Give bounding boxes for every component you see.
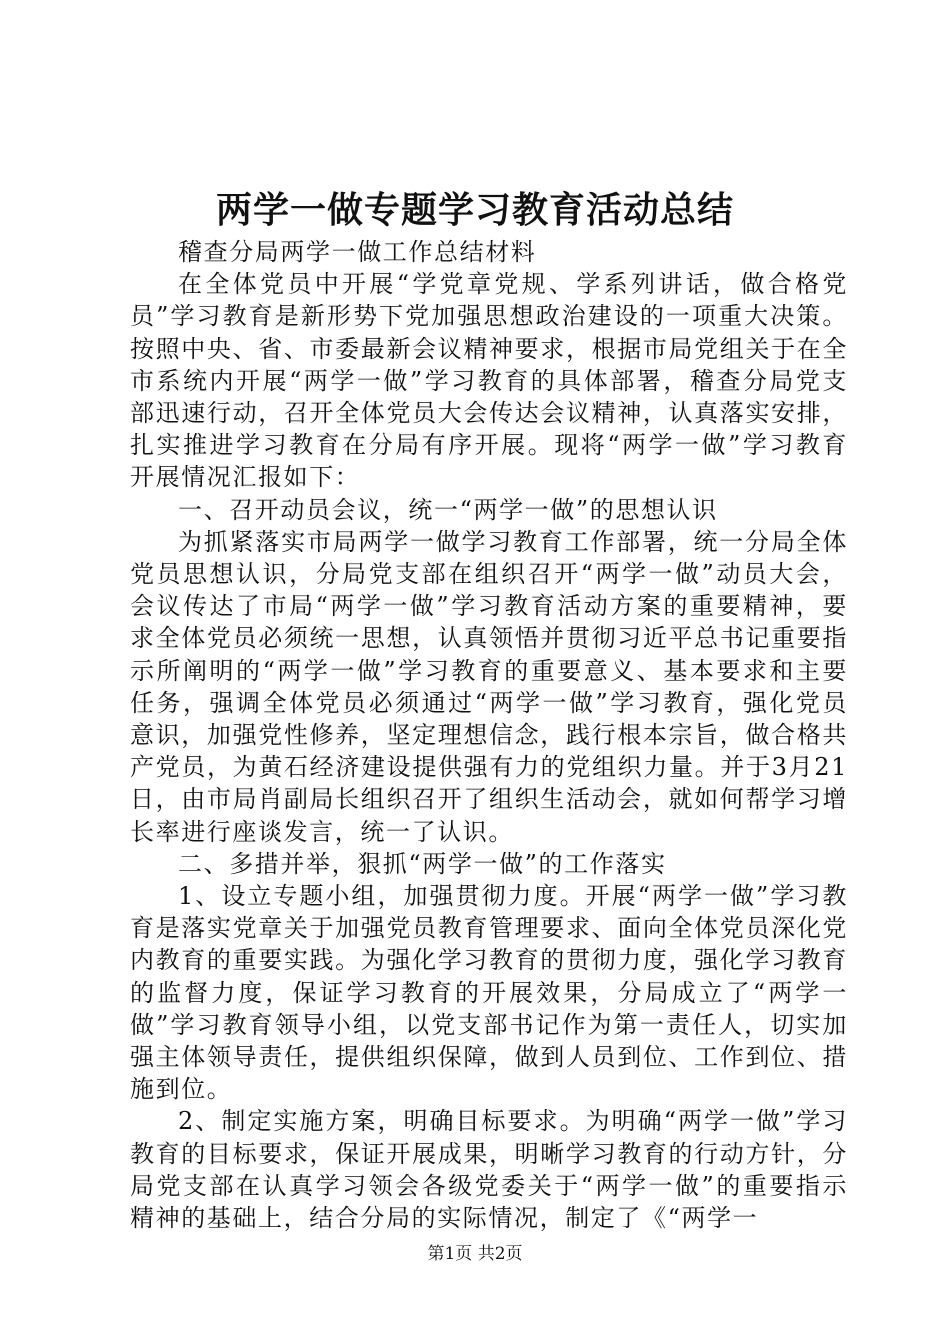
paragraph-item-1: 1、设立专题小组，加强贯彻力度。开展“两学一做”学习教育是落实党章关于加强党员教育管理要求、面向全体党员深化党内教育的重要实践。为强化学习教育的贯彻力度，强化学习教育的监督力度，保证学习教育的开展效果，分局成立了“两学一做”学习教育领导小组，以党支部书记作为第一责任人，切实加强主体领导责任，提供组织保障，做到人员到位、工作到位、措施到位。 (130, 882, 848, 1104)
paragraph-intro: 在全体党员中开展“学党章党规、学系列讲话，做合格党员”学习教育是新形势下党加强思想政治建设的一项重大决策。按照中央、省、市委最新会议精神要求，根据市局党组关于在全市系统内开展“两学一做”学习教育的具体部署，稽查分局党支部迅速行动，召开全体党员大会传达会议精神，认真落实安排，扎实推进学习教育在分局有序开展。现将“两学一做”学习教育开展情况汇报如下： (130, 270, 848, 492)
document-title: 两学一做专题学习教育活动总结 (215, 189, 734, 231)
document-body (130, 236, 848, 1234)
paragraph-item-2: 2、制定实施方案，明确目标要求。为明确“两学一做”学习教育的目标要求，保证开展成果，明晰学习教育的行动方针，分局党支部在认真学习领会各级党委关于“两学一做”的重要指示精神的基础上，结合分局的实际情况，制定了《“两学一 (130, 1107, 848, 1233)
paragraph-section-1: 为抓紧落实市局两学一做学习教育工作部署，统一分局全体党员思想认识，分局党支部在组织召开“两学一做”动员大会，会议传达了市局“两学一做”学习教育活动方案的重要精神，要求全体党员必须统一思想，认真领悟并贯彻习近平总书记重要指示所阐明的“两学一做”学习教育的重要意义、基本要求和主要任务，强调全体党员必须通过“两学一做”学习教育，强化党员意识，加强党性修养，坚定理想信念，践行根本宗旨，做合格共产党员，为黄石经济建设提供强有力的党组织力量。并于3月21日，由市局肖副局长组织召开了组织生活动会，就如何帮学习增长率进行座谈发言，统一了认识。 (130, 527, 848, 846)
page-footer: 第1页 共2页 (427, 1244, 523, 1264)
paragraph-subtitle: 稽查分局两学一做工作总结材料 (178, 238, 537, 266)
section-heading-1: 一、召开动员会议，统一“两学一做”的思想认识 (178, 495, 718, 524)
section-heading-2: 二、多措并举，狠抓“两学一做”的工作落实 (178, 849, 667, 878)
